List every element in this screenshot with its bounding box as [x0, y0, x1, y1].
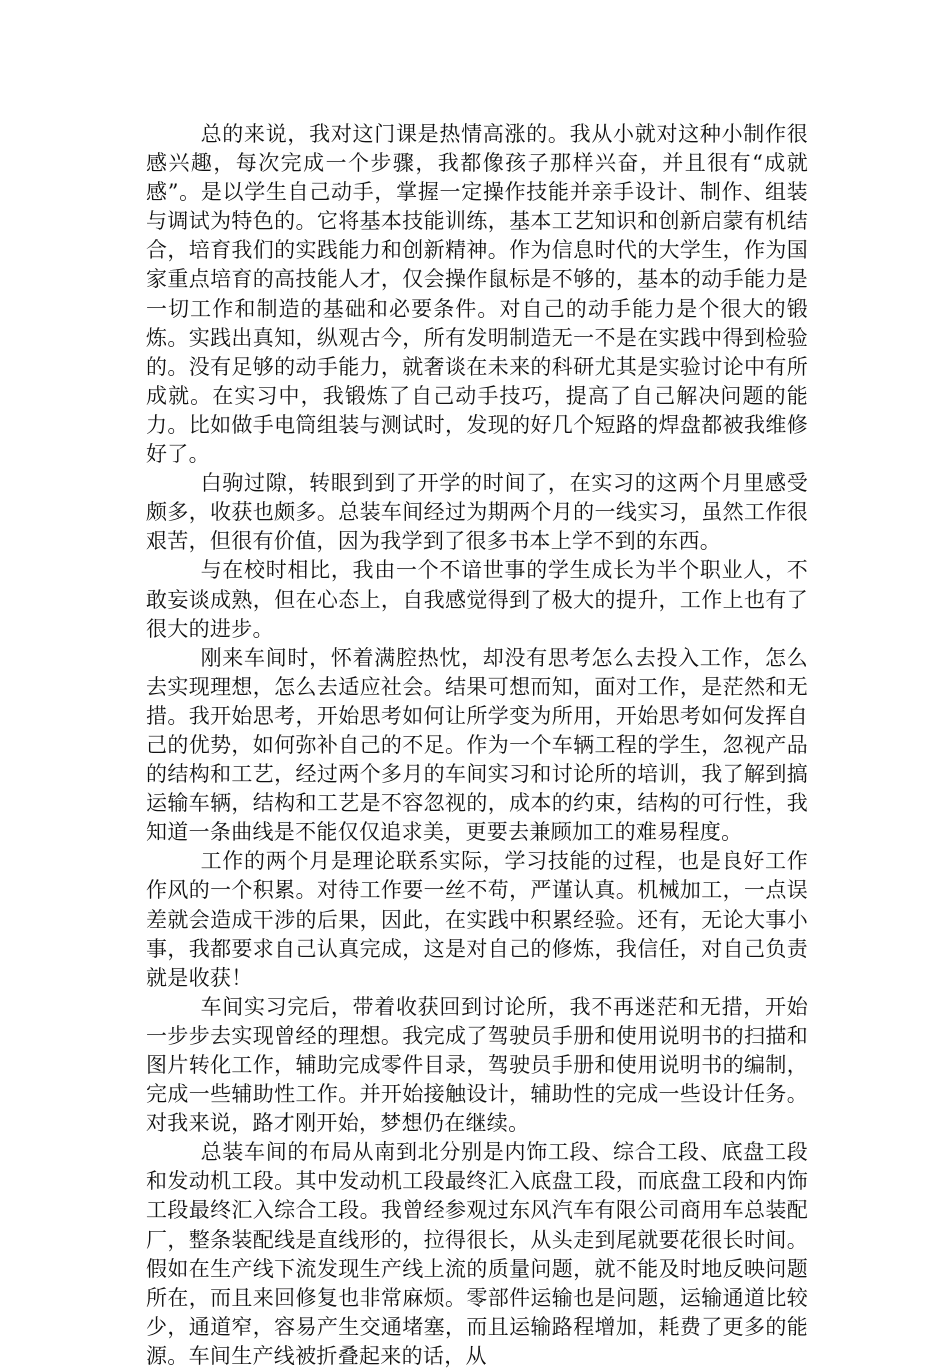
paragraph: 总装车间的布局从南到北分别是内饰工段、综合工段、底盘工段和发动机工段。其中发动机工段最终汇入底盘工段，而底盘工段和内饰工段最终汇入综合工段。我曾经参观过东风汽车有限公司商用车总装配厂，整条装配线是直线形的，拉得很长，从头走到尾就要花很长时间。假如在生产线下流发现生产线上流的质量问题，就不能及时地反映问题所在，而且来回修复也非常麻烦。零部件运输也是问题，运输通道比较少，通道窄，容易产生交通堵塞，而且运输路程增加，耗费了更多的能源。车间生产线被折叠起来的话，从: [146, 1140, 808, 1368]
paragraph: 刚来车间时，怀着满腔热忱，却没有思考怎么去投入工作，怎么去实现理想，怎么去适应社会。结果可想而知，面对工作，是茫然和无措。我开始思考，开始思考如何让所学变为所用，开始思考如何发挥自己的优势，如何弥补自己的不足。作为一个车辆工程的学生，忽视产品的结构和工艺，经过两个多月的车间实习和讨论所的培训，我了解到搞运输车辆，结构和工艺是不容忽视的，成本的约束，结构的可行性，我知道一条曲线是不能仅仅追求美，更要去兼顾加工的难易程度。: [146, 645, 808, 845]
paragraph: 与在校时相比，我由一个不谙世事的学生成长为半个职业人，不敢妄谈成熟，但在心态上，自我感觉得到了极大的提升，工作上也有了很大的进步。: [146, 558, 808, 641]
paragraph: 白驹过隙，转眼到到了开学的时间了，在实习的这两个月里感受颇多，收获也颇多。总装车间经过为期两个月的一线实习，虽然工作很艰苦，但很有价值，因为我学到了很多书本上学不到的东西。: [146, 471, 808, 554]
paragraph: 工作的两个月是理论联系实际，学习技能的过程，也是良好工作作风的一个积累。对待工作要一丝不苟，严谨认真。机械加工，一点误差就会造成干涉的后果，因此，在实践中积累经验。还有，无论大事小事，我都要求自己认真完成，这是对自己的修炼，我信任，对自己负责就是收获！: [146, 849, 808, 990]
paragraph: 总的来说，我对这门课是热情高涨的。我从小就对这种小制作很感兴趣，每次完成一个步骤，我都像孩子那样兴奋，并且很有“成就感”。是以学生自己动手，掌握一定操作技能并亲手设计、制作、组装与调试为特色的。它将基本技能训练，基本工艺知识和创新启蒙有机结合，培育我们的实践能力和创新精神。作为信息时代的大学生，作为国家重点培育的高技能人才，仅会操作鼠标是不够的，基本的动手能力是一切工作和制造的基础和必要条件。对自己的动手能力是个很大的锻炼。实践出真知，纵观古今，所有发明制造无一不是在实践中得到检验的。没有足够的动手能力，就奢谈在未来的科研尤其是实验讨论中有所成就。在实习中，我锻炼了自己动手技巧，提高了自己解决问题的能力。比如做手电筒组装与测试时，发现的好几个短路的焊盘都被我维修好了。: [146, 122, 808, 467]
document-body: [146, 120, 808, 1371]
paragraph: 车间实习完后，带着收获回到讨论所，我不再迷茫和无措，开始一步步去实现曾经的理想。我完成了驾驶员手册和使用说明书的扫描和图片转化工作，辅助完成零件目录，驾驶员手册和使用说明书的编制，完成一些辅助性工作。并开始接触设计，辅助性的完成一些设计任务。对我来说，路才刚开始，梦想仍在继续。: [146, 994, 808, 1136]
